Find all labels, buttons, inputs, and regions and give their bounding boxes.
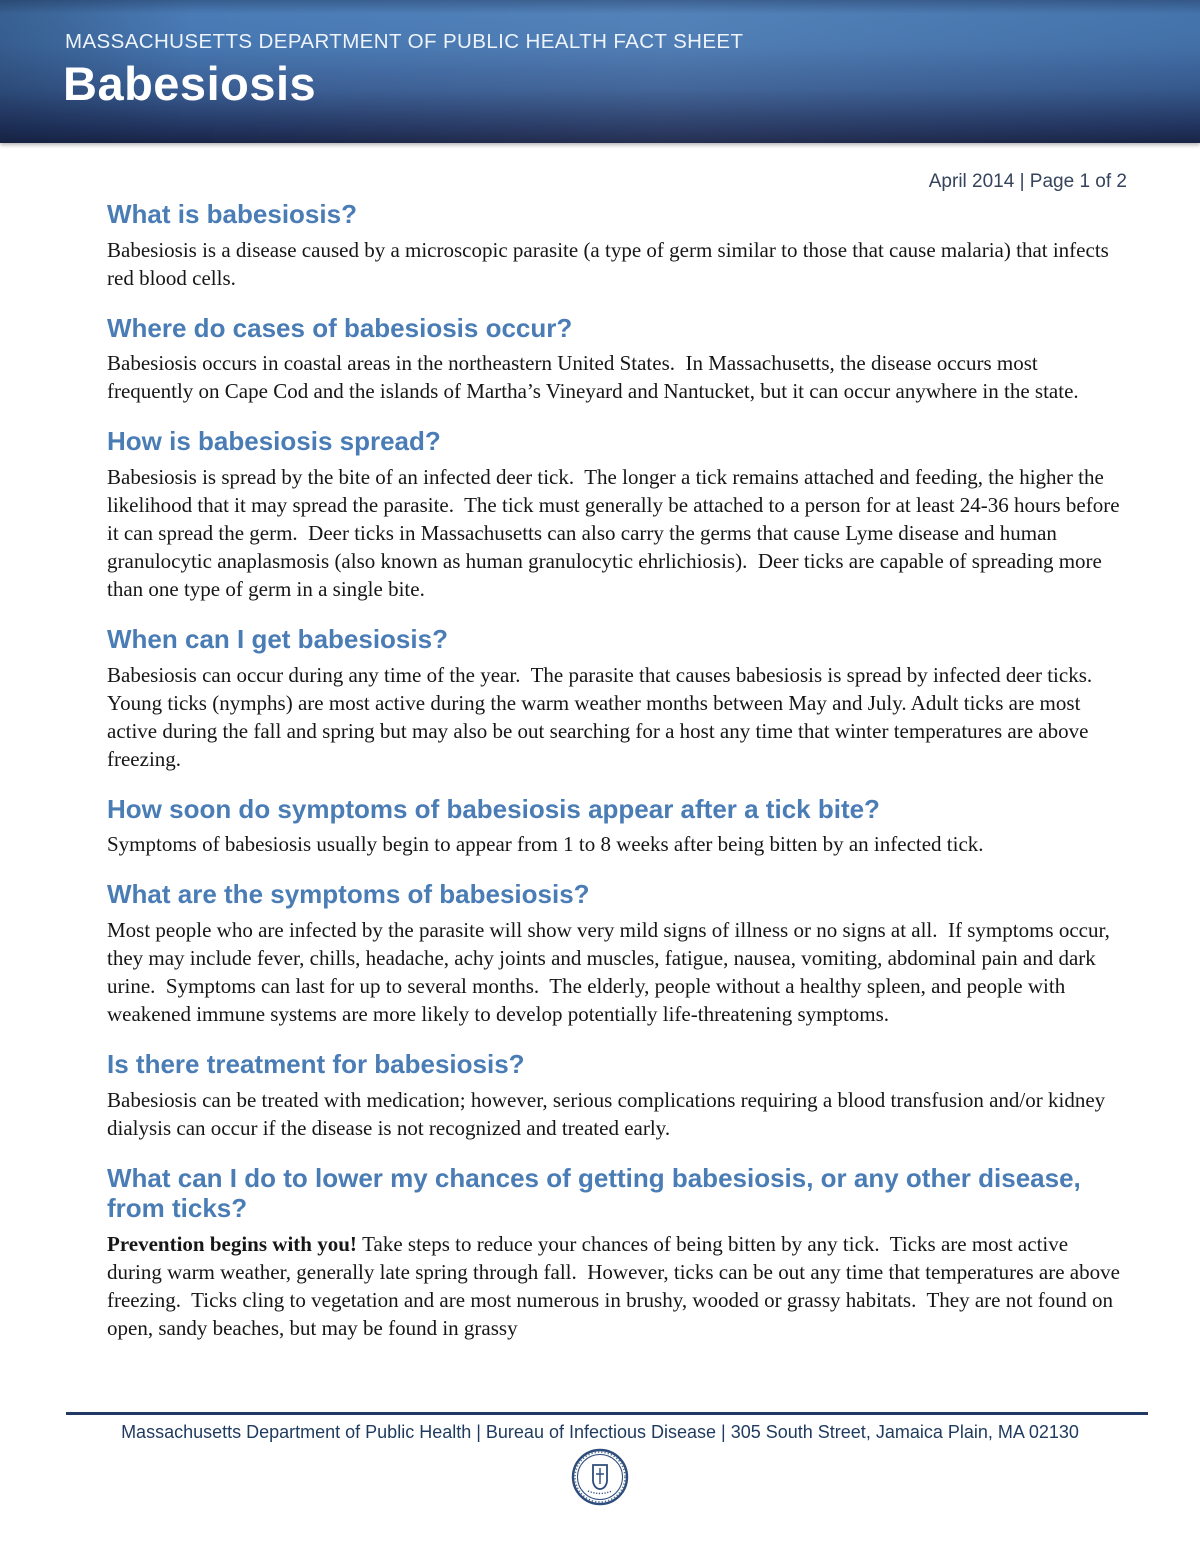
section-heading: Is there treatment for babesiosis? — [107, 1049, 525, 1080]
section-body — [107, 1230, 1127, 1342]
fact-section — [107, 624, 1127, 773]
section-lead: Prevention begins with you! — [107, 1232, 363, 1257]
section-body — [107, 916, 1127, 1028]
section-body — [107, 661, 1127, 773]
section-body-text: Babesiosis is a disease caused by a microscopic parasite (a type of germ similar to those that cause malaria) that infects red blood cells. — [107, 237, 1115, 290]
section-heading: How soon do symptoms of babesiosis appear after a tick bite? — [107, 793, 880, 824]
section-body — [107, 236, 1127, 292]
fact-section — [107, 794, 1127, 859]
fact-section — [107, 1163, 1127, 1342]
section-body — [107, 463, 1127, 603]
banner — [0, 0, 1200, 143]
section-heading: How is babesiosis spread? — [107, 426, 441, 457]
fact-section — [107, 426, 1127, 603]
section-heading: When can I get babesiosis? — [107, 624, 448, 655]
section-body — [107, 1086, 1127, 1142]
footer-text: Massachusetts Department of Public Health | Bureau of Infectious Disease | 305 South Street, Jamaica Plain, MA 02130 — [121, 1422, 1079, 1442]
section-body-text: Take steps to reduce your chances of being bitten by any tick. Ticks are most active during warm weather, generally late spring through fall. However, ticks can be out any time that temperatures are above freezing. Ticks cling to vegetation and are most numerous in brushy, wooded or grassy habitats. They are not found on open, sandy beaches, but may be found in grassy — [107, 1232, 1126, 1341]
sections — [107, 199, 1127, 1342]
footer-divider — [66, 1412, 1148, 1415]
section-body-text: Most people who are infected by the parasite will show very mild signs of illness or no signs at all. If symptoms occur, they may include fever, chills, headache, achy joints and muscles, fatigue, nausea, vomiting, abdominal pain and dark urine. Symptoms can last for up to several months. The elderly, people without a healthy spleen, and people with weakened immune systems are more likely to develop potentially life-threatening symptoms. — [107, 918, 1116, 1027]
section-body-text: Babesiosis is spread by the bite of an infected deer tick. The longer a tick remains attached and feeding, the higher the likelihood that it may spread the parasite. The tick must generally be attached to a person for at least 24-36 hours before it can spread the germ. Deer ticks in Massachusetts can also carry the germs that cause Lyme disease and human granulocytic anaplasmosis (also known as human granulocytic ehrlichiosis). Deer ticks are capable of spreading more than one type of germ in a single bite. — [107, 465, 1125, 602]
section-heading: Where do cases of babesiosis occur? — [107, 312, 573, 343]
banner-kicker: MASSACHUSETTS DEPARTMENT OF PUBLIC HEALTH FACT SHEET — [65, 30, 744, 53]
dateline: April 2014 | Page 1 of 2 — [928, 171, 1127, 192]
fact-section — [107, 199, 1127, 292]
fact-section — [107, 313, 1127, 406]
fact-section — [107, 879, 1127, 1028]
page-title: Babesiosis — [63, 57, 317, 110]
section-body-text: Babesiosis occurs in coastal areas in the northeastern United States. In Massachusetts, the disease occurs most frequently on Cape Cod and the islands of Martha’s Vineyard and Nantucket, but it can occur anywhere in the state. — [107, 351, 1079, 404]
ma-dph-seal-icon — [0, 1448, 1200, 1511]
section-body-text: Babesiosis can occur during any time of the year. The parasite that causes babesiosis is spread by infected deer ticks. Young ticks (nymphs) are most active during the warm weather months between May and July. Adult ticks are most active during the fall and spring but may also be out searching for a host any time that winter temperatures are above freezing. — [107, 662, 1102, 771]
section-body — [107, 830, 1127, 858]
section-body — [107, 349, 1127, 405]
content — [0, 171, 1200, 1342]
section-heading: What are the symptoms of babesiosis? — [107, 879, 590, 910]
section-heading: What is babesiosis? — [107, 199, 357, 229]
footer — [0, 1412, 1200, 1511]
section-body-text: Symptoms of babesiosis usually begin to appear from 1 to 8 weeks after being bitten by an infected tick. — [107, 832, 984, 857]
fact-section — [107, 1049, 1127, 1142]
section-body-text: Babesiosis can be treated with medication; however, serious complications requiring a blood transfusion and/or kidney dialysis can occur if the disease is not recognized and treated early. — [107, 1087, 1111, 1140]
section-heading: What can I do to lower my chances of getting babesiosis, or any other disease, from ticks? — [107, 1162, 1081, 1224]
